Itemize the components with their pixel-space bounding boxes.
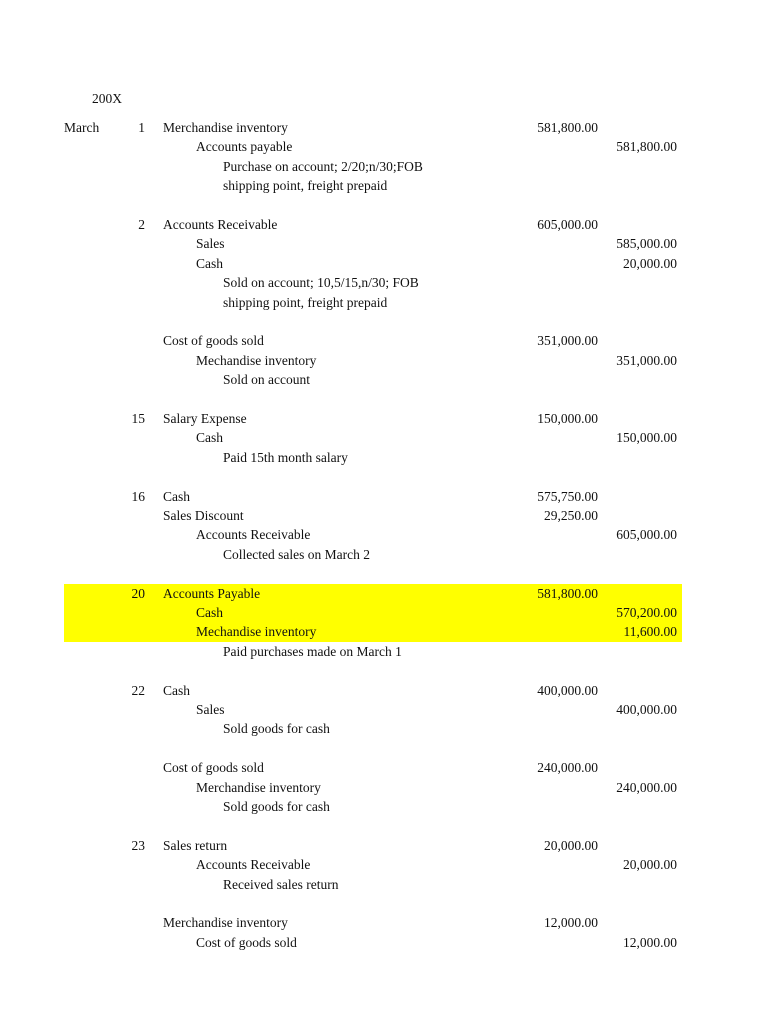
entry-day: 20 (131, 585, 145, 601)
debit-amount: 605,000.00 (537, 217, 598, 232)
credit-amount: 351,000.00 (616, 352, 677, 368)
entry-day: 16 (131, 488, 145, 504)
credit-amount: 605,000.00 (616, 527, 677, 543)
month-label: March (64, 120, 100, 135)
debit-amount: 29,250.00 (544, 508, 598, 523)
entry-day: 2 (138, 217, 145, 232)
credit-account-name: Mechandise inventory (196, 352, 317, 368)
credit-amount: 585,000.00 (616, 236, 677, 252)
credit-amount: 150,000.00 (616, 430, 677, 446)
debit-amount: 20,000.00 (544, 837, 598, 853)
credit-amount: 20,000.00 (623, 857, 677, 873)
credit-account-name: Accounts payable (196, 139, 293, 155)
entry-description: Sold goods for cash (223, 799, 330, 814)
debit-amount: 581,800.00 (537, 120, 598, 135)
entry-description: Sold goods for cash (223, 721, 330, 737)
credit-amount: 11,600.00 (623, 624, 677, 640)
entry-description: Paid 15th month salary (223, 449, 348, 465)
year-header: 200X (92, 91, 122, 106)
credit-account-name: Sales (196, 702, 225, 717)
credit-account-name: Cash (196, 430, 223, 446)
debit-account-name: Cost of goods sold (163, 333, 264, 349)
debit-account-name: Cash (163, 682, 190, 698)
credit-account-name: Cash (196, 255, 223, 271)
credit-account-name: Cost of goods sold (196, 934, 297, 950)
credit-account-name: Sales (196, 236, 225, 252)
credit-amount: 240,000.00 (616, 779, 677, 795)
debit-account-name: Merchandise inventory (163, 915, 288, 931)
debit-account-name: Sales Discount (163, 508, 244, 523)
entry-description: shipping point, freight prepaid (223, 178, 388, 194)
entry-description: Received sales return (223, 876, 339, 892)
entry-description: shipping point, freight prepaid (223, 294, 388, 310)
debit-amount: 12,000.00 (544, 915, 598, 931)
credit-amount: 20,000.00 (623, 255, 677, 271)
entry-description: Sold on account (223, 372, 310, 388)
debit-amount: 400,000.00 (537, 682, 598, 698)
credit-account-name: Mechandise inventory (196, 624, 317, 640)
debit-amount: 150,000.00 (537, 411, 598, 426)
debit-account-name: Cash (163, 488, 190, 504)
credit-amount: 570,200.00 (616, 605, 677, 620)
debit-amount: 351,000.00 (537, 333, 598, 349)
debit-amount: 581,800.00 (537, 585, 598, 601)
entry-description: Paid purchases made on March 1 (223, 643, 402, 659)
debit-account-name: Cost of goods sold (163, 760, 264, 776)
credit-amount: 12,000.00 (623, 934, 677, 950)
debit-account-name: Accounts Receivable (163, 217, 278, 232)
entry-day: 15 (131, 411, 145, 426)
credit-account-name: Cash (196, 605, 223, 620)
credit-account-name: Accounts Receivable (196, 527, 311, 543)
credit-amount: 581,800.00 (616, 139, 677, 155)
debit-amount: 240,000.00 (537, 760, 598, 776)
entry-day: 1 (138, 120, 145, 135)
entry-description: Collected sales on March 2 (223, 546, 370, 562)
entry-day: 22 (131, 682, 145, 698)
entry-description: Sold on account; 10,5/15,n/30; FOB (223, 275, 419, 291)
entry-description: Purchase on account; 2/20;n/30;FOB (223, 158, 423, 174)
debit-account-name: Sales return (163, 837, 228, 853)
debit-amount: 575,750.00 (537, 488, 598, 504)
entry-day: 23 (131, 837, 145, 853)
debit-account-name: Merchandise inventory (163, 120, 288, 135)
credit-account-name: Merchandise inventory (196, 779, 321, 795)
debit-account-name: Accounts Payable (163, 585, 261, 601)
debit-account-name: Salary Expense (163, 411, 247, 426)
credit-amount: 400,000.00 (616, 702, 677, 717)
credit-account-name: Accounts Receivable (196, 857, 311, 873)
